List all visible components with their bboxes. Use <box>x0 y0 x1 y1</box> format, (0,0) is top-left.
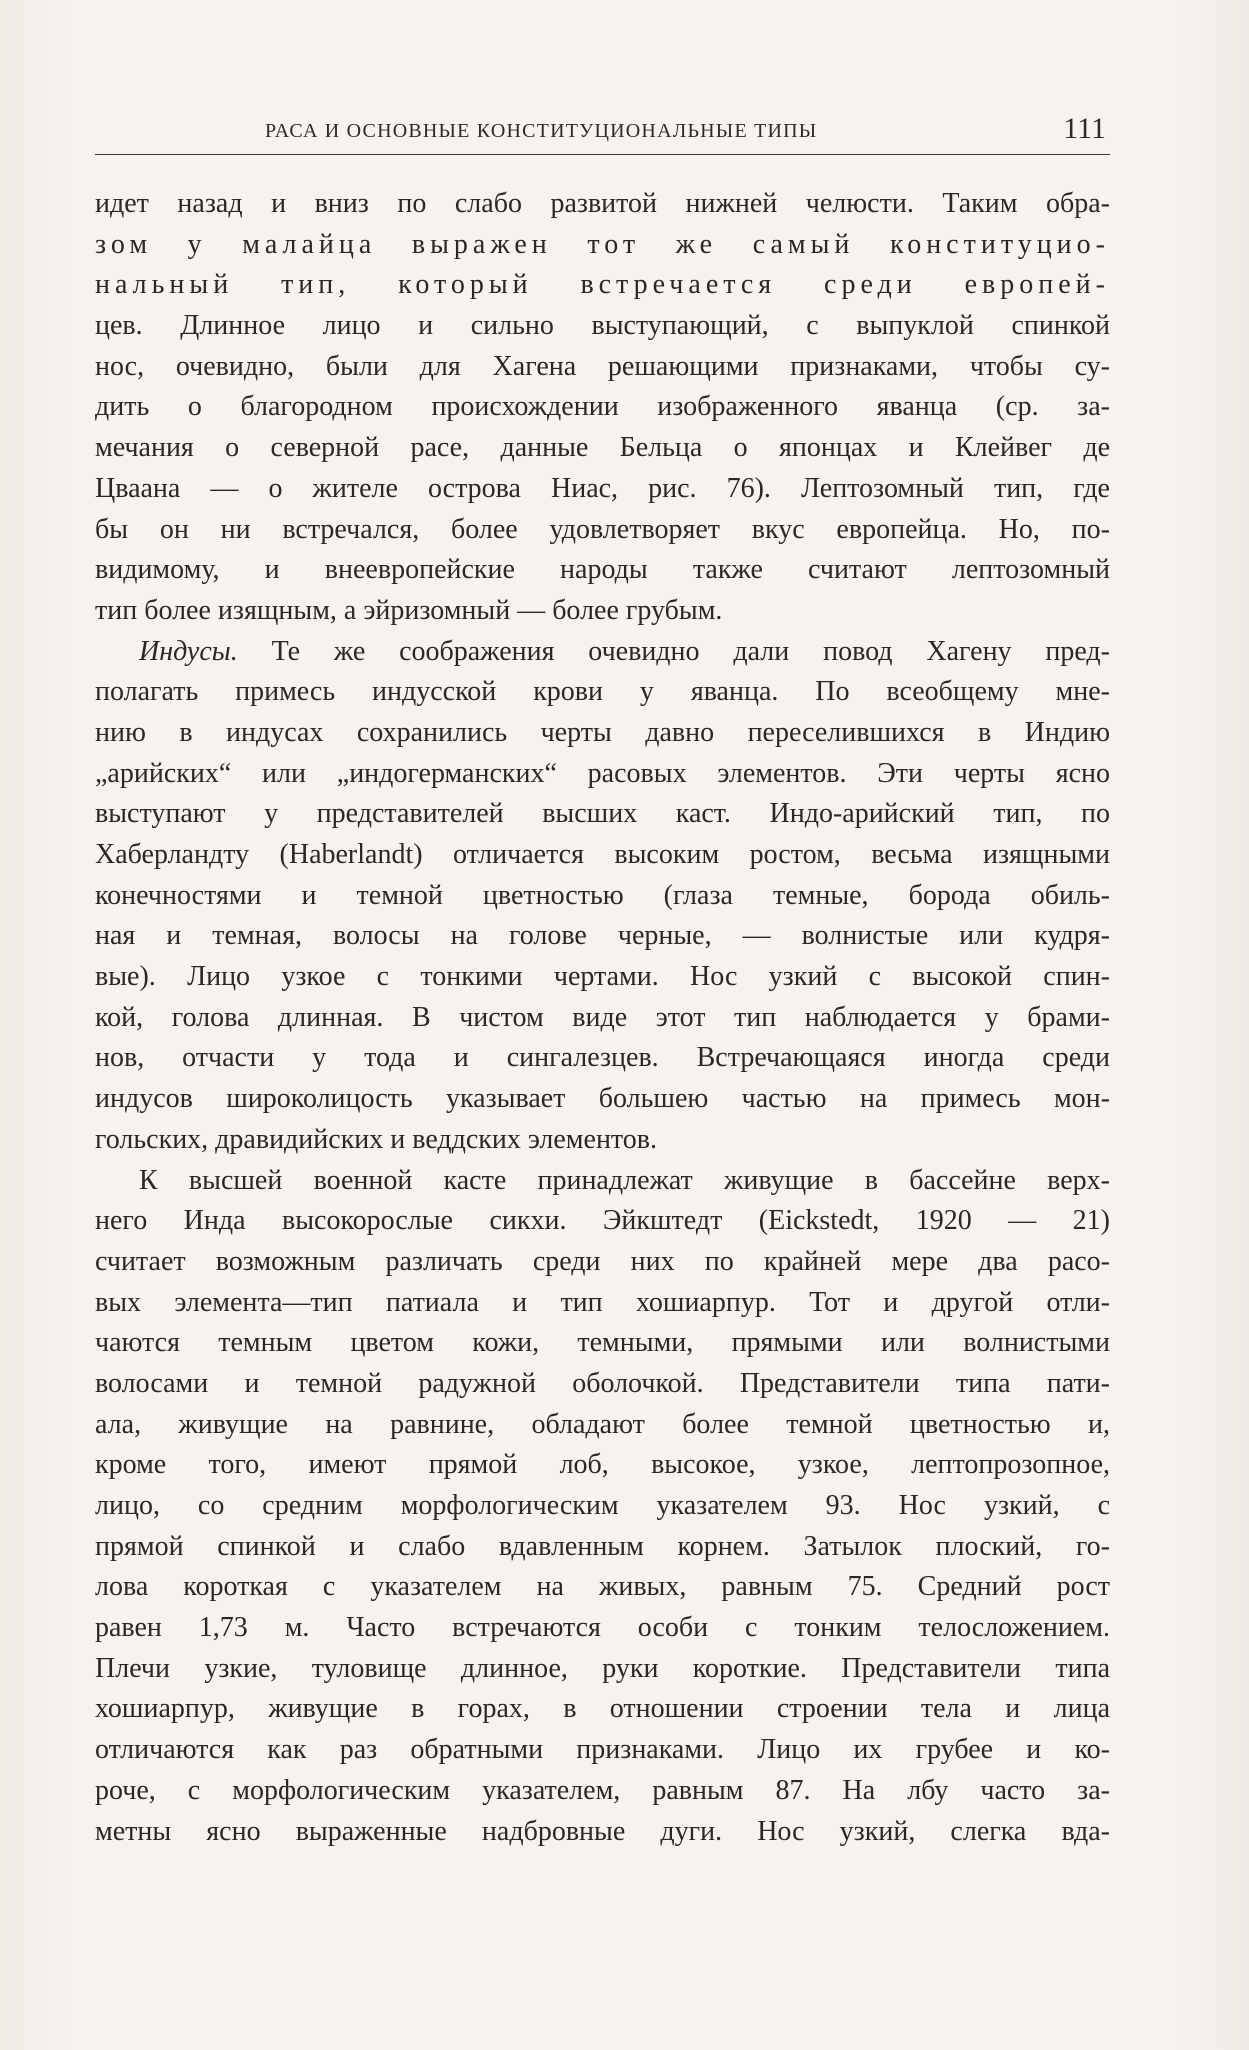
page-header <box>95 108 1110 155</box>
text-line: равен 1,73 м. Часто встречаются особи с тонким телосложением. <box>95 1612 1110 1644</box>
text-line <box>95 632 1110 673</box>
paragraph-2 <box>95 632 1110 1161</box>
body-text <box>95 184 1110 1852</box>
text-line: идет назад и вниз по слабо развитой нижней челюсти. Таким обра- <box>95 188 1110 219</box>
text-line: цев. Длинное лицо и сильно выступающий, с выпуклой спинкой <box>95 310 1110 342</box>
text-line: зом у малайца выражен тот же самый конституцио- <box>95 228 1110 260</box>
paragraph-1 <box>95 184 1110 632</box>
text-line: нию в индусах сохранились черты давно переселившихся в Индию <box>95 716 1110 748</box>
text-line: Хаберландту (Haberlandt) отличается высоким ростом, весьма изящными <box>95 839 1110 870</box>
text-line: Плечи узкие, туловище длинное, руки короткие. Представители типа <box>95 1652 1110 1684</box>
text-line: прямой спинкой и слабо вдавленным корнем. Затылок плоский, го- <box>95 1530 1110 1562</box>
text-line: вых элемента—тип патиала и тип хошиарпур. Тот и другой отли- <box>95 1286 1110 1318</box>
text-line: кроме того, имеют прямой лоб, высокое, узкое, лептопрозопное, <box>95 1449 1110 1481</box>
text-line: него Инда высокорослые сикхи. Эйкштедт (Eickstedt, 1920 — 21) <box>95 1205 1110 1237</box>
section-lead-word: Индусы. <box>139 635 238 667</box>
text-line: кой, голова длинная. В чистом виде этот тип наблюдается у брами- <box>95 1001 1110 1033</box>
text-line: ная и темная, волосы на голове черные, — волнистые или кудря- <box>95 920 1110 952</box>
text-line: чаются темным цветом кожи, темными, прямыми или волнистыми <box>95 1327 1110 1359</box>
text-line: мечания о северной расе, данные Бельца о японцах и Клейвег де <box>95 432 1110 464</box>
text-line: роче, с морфологическим указателем, равным 87. На лбу часто за- <box>95 1774 1110 1806</box>
text-line: считает возможным различать среди них по крайней мере два расо- <box>95 1245 1110 1277</box>
text-line: хошиарпур, живущие в горах, в отношении строении тела и лица <box>95 1693 1110 1725</box>
text-line: видимому, и внеевропейские народы также считают лептозомный <box>95 554 1110 586</box>
text-line: тип более изящным, а эйризомный — более грубым. <box>95 594 723 626</box>
text-line: „арийских“ или „индогерманских“ расовых элементов. Эти черты ясно <box>95 757 1110 789</box>
page-number: 111 <box>1063 112 1106 145</box>
text-line: конечностями и темной цветностью (глаза темные, борода обиль- <box>95 879 1110 911</box>
text-line: дить о благородном происхождении изображенного яванца (ср. за- <box>95 391 1110 423</box>
text-line: лицо, со средним морфологическим указателем 93. Нос узкий, с <box>95 1490 1110 1521</box>
text-line: гольских, дравидийских и веддских элементов. <box>95 1123 658 1155</box>
text-line: нос, очевидно, были для Хагена решающими признаками, чтобы су- <box>95 350 1110 382</box>
text-line: нальный тип, который встречается среди европей- <box>95 269 1110 301</box>
text-line: бы он ни встречался, более удовлетворяет вкус европейца. Но, по- <box>95 513 1110 545</box>
text-line: волосами и темной радужной оболочкой. Представители типа пати- <box>95 1367 1110 1399</box>
text-line: метны ясно выраженные надбровные дуги. Нос узкий, слегка вда- <box>95 1815 1110 1847</box>
running-title: РАСА И ОСНОВНЫЕ КОНСТИТУЦИОНАЛЬНЫЕ ТИПЫ <box>265 120 818 142</box>
text-line: Цваана — о жителе острова Ниас, рис. 76). Лептозомный тип, где <box>95 472 1110 504</box>
text-fragment: Те же соображения очевидно дали повод Хагену пред- <box>237 635 1110 667</box>
text-line: вые). Лицо узкое с тонкими чертами. Нос узкий с высокой спин- <box>95 961 1110 993</box>
text-line: полагать примесь индусской крови у яванца. По всеобщему мне- <box>95 676 1110 708</box>
paragraph-3 <box>95 1161 1110 1853</box>
text-line: выступают у представителей высших каст. Индо-арийский тип, по <box>95 798 1110 830</box>
text-line: нов, отчасти у тода и сингалезцев. Встречающаяся иногда среди <box>95 1042 1110 1074</box>
text-line: К высшей военной касте принадлежат живущие в бассейне верх- <box>139 1164 1110 1196</box>
text-line: лова короткая с указателем на живых, равным 75. Средний рост <box>95 1571 1110 1603</box>
text-line: отличаются как раз обратными признаками. Лицо их грубее и ко- <box>95 1734 1110 1766</box>
text-line: ала, живущие на равнине, обладают более темной цветностью и, <box>95 1408 1110 1440</box>
text-line: индусов широколицость указывает большею частью на примесь мон- <box>95 1083 1110 1115</box>
